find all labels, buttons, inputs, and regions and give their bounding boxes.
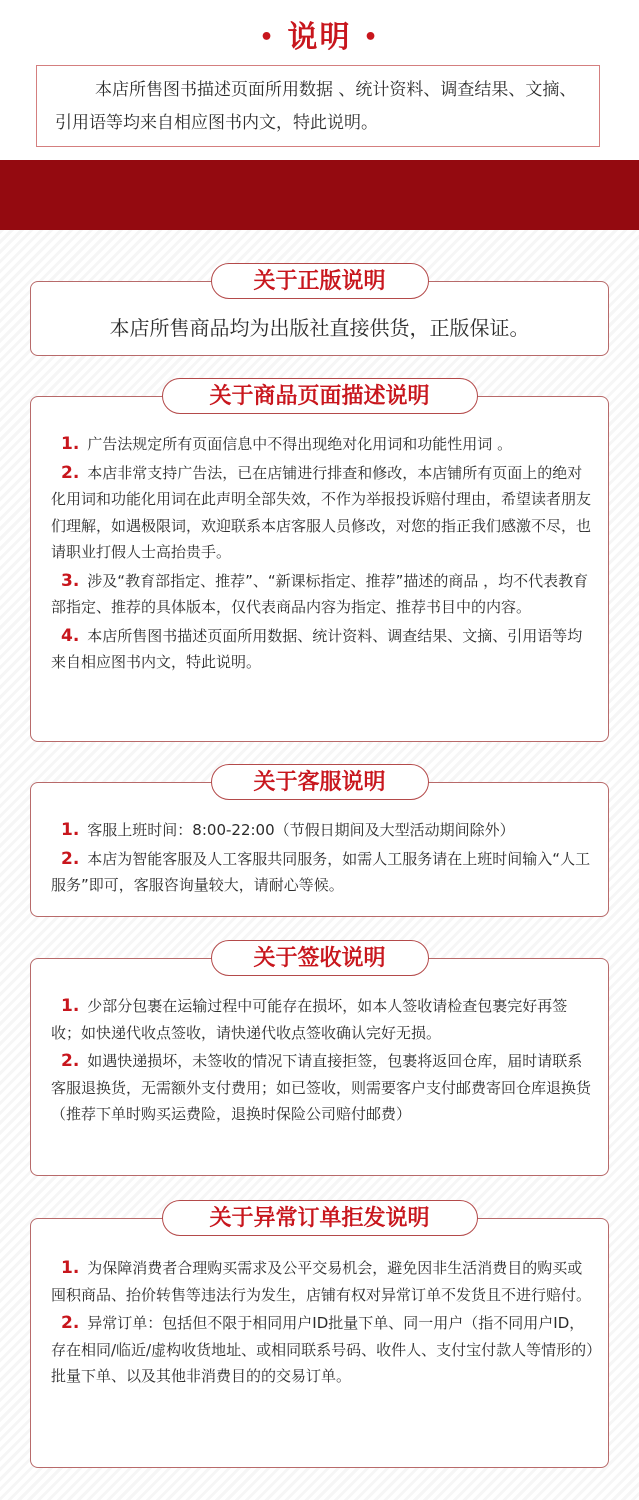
section-text: 本店所售商品均为出版社直接供货，正版保证。 [109,316,530,340]
section-title-pill: 关于商品页面描述说明 [162,378,478,414]
section-body [51,993,594,1130]
list-item: 2. 本店为智能客服及人工客服共同服务，如需人工服务请在上班时间输入“人工服务”即可，客服咨询量较大，请耐心等候。 [51,848,591,894]
list-item: 2. 如遇快递损坏，未签收的情况下请直接拒签，包裹将返回仓库，届时请联系客服退换货，无需额外支付费用；如已签收，则需要客户支付邮费寄回仓库退换货（推荐下单时购买运费险，退换时保险公司赔付邮费） [51,1051,592,1123]
section-abnormal-orders [30,1206,609,1468]
top-notice-area [0,0,639,160]
bullet-dot-left: • [259,25,276,50]
list-item: 2. 本店非常支持广告法，已在店铺进行排查和修改，本店铺所有页面上的绝对化用词和功能化用词在此声明全部失效，不作为举报投诉赔付理由，希望读者朋友们理解，如遇极限词，欢迎联系本店客服人员修改，对您的指正我们感激不尽，也请职业打假人士高抬贵手。 [51,462,592,561]
list-item: 1. 广告法规定所有页面信息中不得出现绝对化用词和功能性用词 。 [61,434,513,454]
section-authentic [30,269,609,356]
main-content [0,230,639,1500]
bullet-dot-right: • [363,25,380,50]
section-page-description [30,384,609,742]
section-customer-service [30,770,609,917]
section-body [51,431,594,678]
notice-box: 本店所售图书描述页面所用数据 、统计资料、调查结果、文摘、引用语等均来自相应图书内文，特此说明。 [36,65,600,147]
notice-title: 说明 [287,20,352,55]
section-title-pill: 关于签收说明 [211,940,429,976]
section-delivery-receipt [30,946,609,1176]
section-title-pill: 关于异常订单拒发说明 [162,1200,478,1236]
list-item: 3. 涉及“教育部指定、推荐”、“新课标指定、推荐”描述的商品 ，均不代表教育部指定、推荐的具体版本，仅代表商品内容为指定、推荐书目中的内容。 [51,570,589,616]
list-item: 4. 本店所售图书描述页面所用数据、统计资料、调查结果、文摘、引用语等均来自相应图书内文，特此说明。 [51,625,583,671]
section-title-pill: 关于正版说明 [211,263,429,299]
section-body [51,817,594,901]
notice-heading [0,12,639,56]
red-banner [0,160,639,230]
section-body [51,1255,594,1392]
list-item: 1. 客服上班时间：8:00-22:00（节假日期间及大型活动期间除外） [61,820,515,840]
section-title-pill: 关于客服说明 [211,764,429,800]
list-item: 1. 少部分包裹在运输过程中可能存在损坏，如本人签收请检查包裹完好再签收；如快递代收点签收，请快递代收点签收确认完好无损。 [51,996,568,1042]
list-item: 1. 为保障消费者合理购买需求及公平交易机会，避免因非生活消费目的购买或囤积商品、抬价转售等违法行为发生，店铺有权对异常订单不发货且不进行赔付。 [51,1258,592,1304]
list-item: 2. 异常订单：包括但不限于相同用户ID批量下单、同一用户（指不同用户ID，存在相同/临近/虚构收货地址、或相同联系号码、收件人、支付宝付款人等情形的）批量下单、以及其他非消费目的的交易订单。 [51,1313,594,1385]
